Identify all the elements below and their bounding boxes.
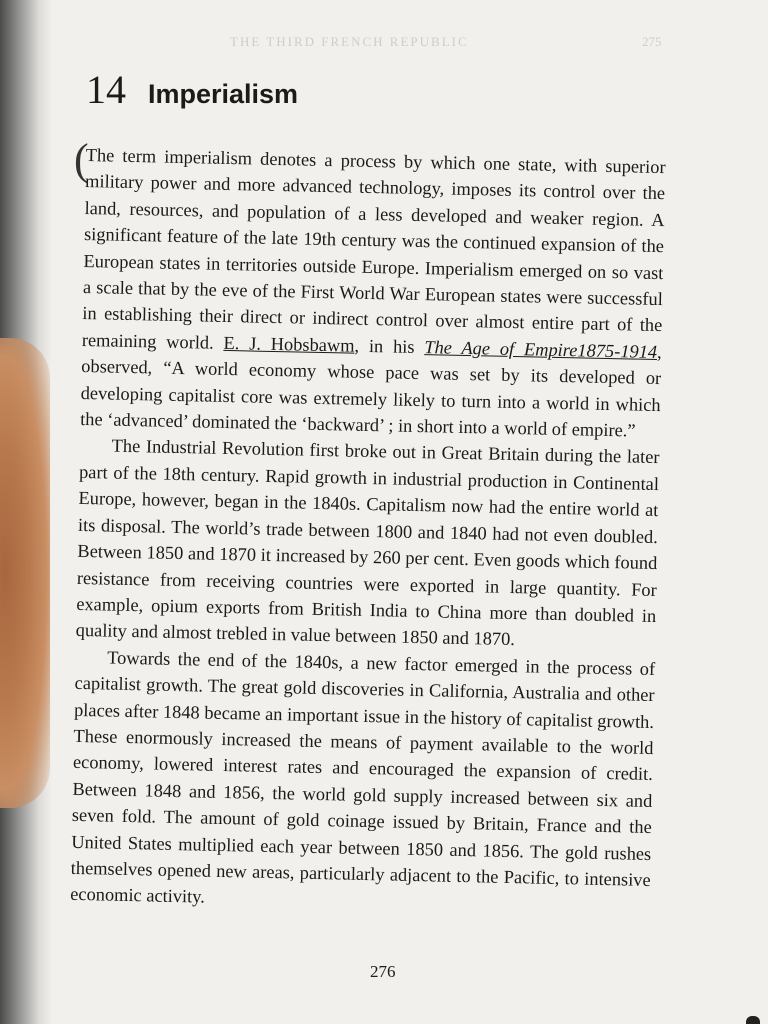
paragraph-2: The Industrial Revolution first broke out in Great Britain during the later part of the 18th century. Rapid growth in industrial production in Continental Europe, however, began in the 1840s. Capitalism now had the entire world at its disposal. The world’s trade between 1800 and 1840 had not even doubled. Between 1850 and 1870 it increased by 260 per cent. Even goods which found resistance from receiving countries were exported in large quantity. For example, opium exports from British India to China more than doubled in quality and almost trebled in value between 1850 and 1870. bbox=[75, 436, 660, 650]
chapter-number: 14 bbox=[86, 67, 126, 112]
bleed-through-page-number: 275 bbox=[642, 34, 662, 49]
author-name-underlined: E. J. Hobsbawm bbox=[223, 332, 355, 356]
paragraph-1-pre: The term imperialism denotes a process by which one state, with superior military power and more advanced technology, imposes its control over the land, resources, and population of a less developed and weaker region. A significant feature of the late 19th century was the continued expansion of the European states in territories outside Europe. Imperialism emerged on so vast a scale that by the eve of the First World War European states were successful in establishing their direct or indirect control over almost entire part of the remaining world. bbox=[81, 144, 666, 353]
page-number: 276 bbox=[370, 962, 396, 981]
paragraph-3: Towards the end of the 1840s, a new factor emerged in the process of capitalist growth. The great gold discoveries in California, Australia and other places after 1848 became an important issue in the history of capitalist growth. These enormously increased the means of payment available to the world economy, lowered interest rates and encouraged the expansion of credit. Between 1848 and 1856, the world gold supply increased between six and seven fold. The amount of gold coinage issued by Britain, France and the United States multiplied each year between 1850 and 1856. The gold rushes themselves opened new areas, particularly adjacent to the Pacific, to intensive economic activity. bbox=[70, 647, 656, 908]
chapter-heading bbox=[86, 66, 298, 113]
paragraph-1 bbox=[80, 142, 666, 445]
chapter-title: Imperialism bbox=[148, 79, 299, 109]
paragraph-1-post: , observed, “A world economy whose pace was set by its developed or developing capitalist core was extremely likely to turn into a world in which the ‘advanced’ dominated the ‘backward’ ; in short into a world of empire.” bbox=[79, 341, 662, 441]
bleed-through-running-head: THE THIRD FRENCH REPUBLIC bbox=[230, 34, 469, 49]
paragraph-1-mid: , in his bbox=[354, 335, 425, 357]
corner-artifact bbox=[746, 1016, 760, 1024]
book-title: The Age of Empire1875-1914 bbox=[424, 336, 658, 362]
body-text bbox=[70, 142, 666, 920]
handwritten-bracket-mark: ( bbox=[74, 135, 89, 184]
thumb-photo-artifact bbox=[0, 338, 50, 808]
